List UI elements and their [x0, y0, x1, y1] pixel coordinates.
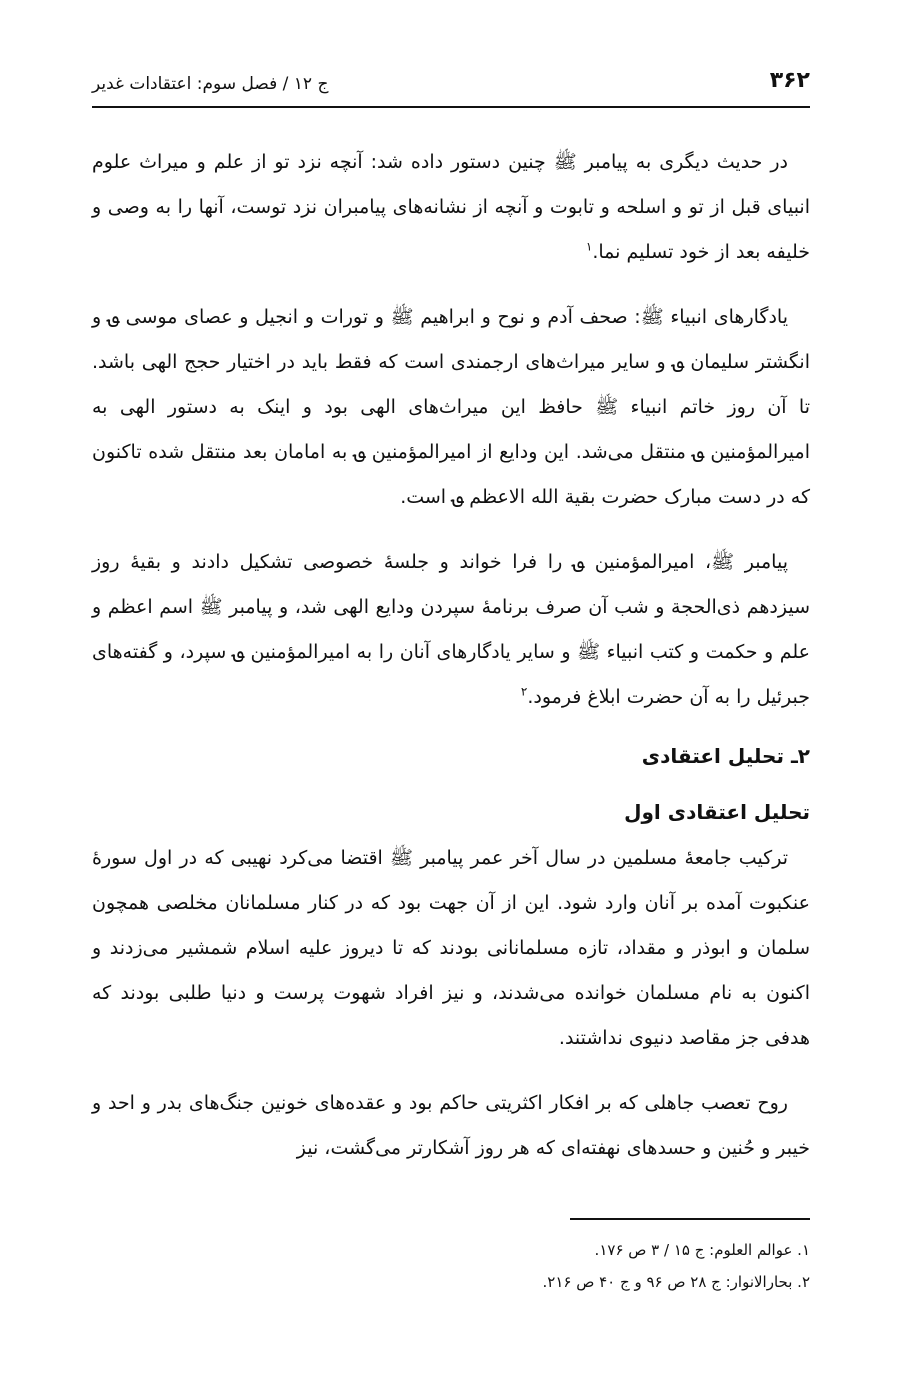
page-number: ۳۶۲ [769, 68, 810, 93]
subsection-heading: تحلیل اعتقادی اول [624, 800, 810, 824]
paragraph-3 [92, 540, 810, 720]
page-body [92, 140, 810, 1191]
book-page [92, 0, 810, 1390]
paragraph-5: روح تعصب جاهلی که بر افکار اکثریتی حاکم بود و عقده‌های خونین جنگ‌های بدر و احد و خیبر و حُنین و حسدهای نهفته‌ای که هر روز آشکارتر می‌گشت، نیز [92, 1092, 810, 1159]
page-header [92, 66, 810, 108]
section-heading: ۲ـ تحلیل اعتقادی [641, 744, 810, 768]
footnote-ref-2[interactable]: ۲ [520, 684, 528, 699]
footnote-ref-1[interactable]: ۱ [585, 239, 593, 254]
paragraph-1-text: در حدیث دیگری به پیامبر ﷺ چنین دستور داده شد: آنچه نزد تو از علم و میراث علوم انبیای قبل از تو و اسلحه و تابوت و آنچه از نشانه‌های پیامبران نزد توست، آنها را به وصی و خلیفه بعد از خود تسلیم نما. [92, 151, 810, 263]
footnotes [92, 1234, 810, 1298]
footnote-2: ۲. بحارالانوار: ج ۲۸ ص ۹۶ و ج ۴۰ ص ۲۱۶. [542, 1273, 810, 1291]
footnote-1: ۱. عوالم العلوم: ج ۱۵ / ۳ ص ۱۷۶. [594, 1241, 810, 1259]
paragraph-3-text: پیامبر ﷺ، امیرالمؤمنین ؈ را فرا خواند و جلسهٔ خصوصی تشکیل دادند و بقیهٔ روز سیزدهم ذی‌الحجة و شب آن صرف برنامهٔ سپردن ودایع الهی شد، و پیامبر ﷺ اسم اعظم و علم و حکمت و کتب انبیاء ﷺ و سایر یادگارهای آنان را به امیرالمؤمنین ؈ سپرد، و گفته‌های جبرئیل را به آن حضرت ابلاغ فرمود. [92, 551, 810, 708]
footnote-divider [570, 1218, 810, 1220]
paragraph-4: ترکیب جامعهٔ مسلمین در سال آخر عمر پیامبر ﷺ اقتضا می‌کرد نهیبی که در اول سورهٔ عنکبوت آمده بر آنان وارد شود. این از آن جهت بود که در کنار مسلمانان مخلصی همچون سلمان و ابوذر و مقداد، تازه مسلمانانی بودند که تا دیروز علیه اسلام شمشیر می‌زدند و اکنون به نام مسلمان خوانده می‌شدند، و نیز افراد شهوت پرست و دنیا طلبی بودند که هدفی جز مقاصد دنیوی نداشتند. [92, 847, 810, 1049]
running-head: ج ۱۲ / فصل سوم: اعتقادات غدیر [92, 74, 329, 94]
paragraph-1 [92, 140, 810, 275]
paragraph-2: یادگارهای انبیاء ﷺ: صحف آدم و نوح و ابراهیم ﷺ و تورات و انجیل و عصای موسی ؈ و انگشتر سلیمان ؈ و سایر میراث‌های ارجمندی است که فقط باید در اختیار حجج الهی باشد. تا آن روز خاتم انبیاء ﷺ حافظ این میراث‌های الهی بود و اینک به دستور الهی به امیرالمؤمنین ؈ منتقل می‌شد. این ودایع از امیرالمؤمنین ؈ به امامان بعد منتقل شده تاکنون که در دست مبارک حضرت بقیة الله الاعظم ؈ است. [92, 306, 810, 508]
